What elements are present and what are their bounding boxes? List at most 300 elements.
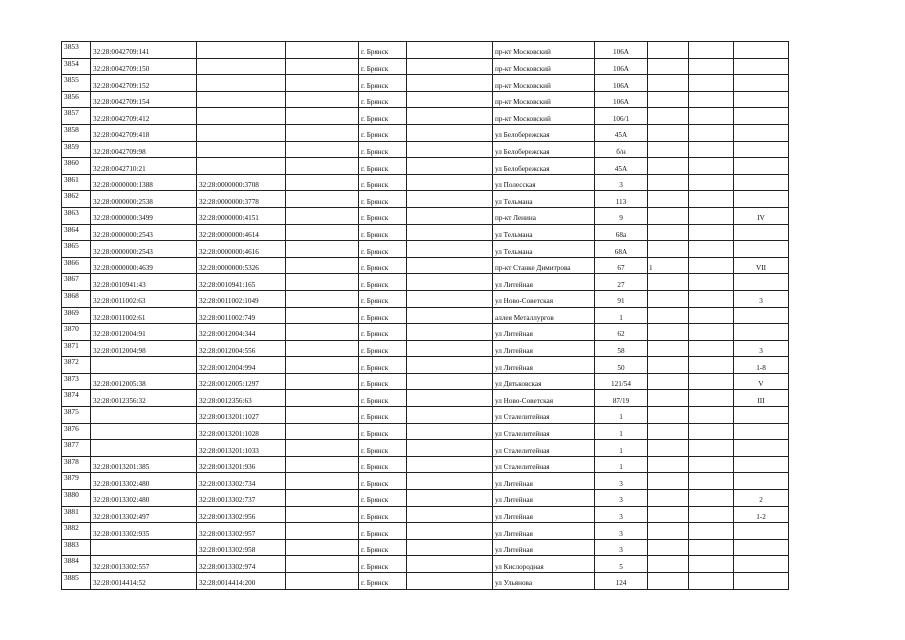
street-cell: ул Белобережская (493, 141, 595, 158)
empty-cell (689, 390, 734, 407)
building-cell (648, 390, 689, 407)
empty-cell (689, 440, 734, 457)
row-number: 3872 (62, 357, 91, 374)
house-cell: 87/19 (595, 390, 648, 407)
apartment-cell (734, 141, 789, 158)
cadastral-number-2 (197, 158, 286, 175)
cadastral-number-2: 32:28:0011002:1049 (197, 290, 286, 307)
empty-cell (407, 158, 493, 175)
house-cell: 27 (595, 274, 648, 291)
house-cell: 68а (595, 224, 648, 241)
house-cell: 1 (595, 423, 648, 440)
building-cell (648, 91, 689, 108)
empty-cell (689, 241, 734, 258)
empty-cell (407, 440, 493, 457)
cadastral-number (91, 423, 197, 440)
street-cell: ул Ульянова (493, 573, 595, 590)
city-cell: г. Брянск (359, 556, 407, 573)
empty-cell (689, 324, 734, 341)
apartment-cell: 1-8 (734, 357, 789, 374)
street-cell: пр-кт Станке Димитрова (493, 257, 595, 274)
empty-cell (407, 58, 493, 75)
cadastral-number: 32:28:0000000:2543 (91, 241, 197, 258)
cadastral-number-2 (197, 91, 286, 108)
house-cell: 106А (595, 91, 648, 108)
cadastral-number: 32:28:0012005:38 (91, 373, 197, 390)
empty-cell (286, 423, 359, 440)
building-cell (648, 556, 689, 573)
table-row (62, 473, 789, 490)
city-cell: г. Брянск (359, 373, 407, 390)
house-cell: 1 (595, 440, 648, 457)
empty-cell (407, 506, 493, 523)
house-cell: 50 (595, 357, 648, 374)
apartment-cell (734, 274, 789, 291)
empty-cell (689, 108, 734, 125)
house-cell: 1 (595, 407, 648, 424)
apartment-cell (734, 224, 789, 241)
building-cell (648, 224, 689, 241)
empty-cell (407, 556, 493, 573)
street-cell: ул Сталелитейная (493, 456, 595, 473)
city-cell: г. Брянск (359, 58, 407, 75)
city-cell: г. Брянск (359, 423, 407, 440)
table-row (62, 506, 789, 523)
empty-cell (286, 58, 359, 75)
city-cell: г. Брянск (359, 191, 407, 208)
city-cell: г. Брянск (359, 490, 407, 507)
city-cell: г. Брянск (359, 124, 407, 141)
city-cell: г. Брянск (359, 75, 407, 92)
empty-cell (407, 423, 493, 440)
table-row (62, 523, 789, 540)
row-number: 3862 (62, 191, 91, 208)
apartment-cell (734, 523, 789, 540)
building-cell (648, 75, 689, 92)
building-cell (648, 506, 689, 523)
building-cell (648, 440, 689, 457)
city-cell: г. Брянск (359, 241, 407, 258)
cadastral-number-2 (197, 75, 286, 92)
house-cell: 121/54 (595, 373, 648, 390)
empty-cell (286, 473, 359, 490)
street-cell: ул Сталелитейная (493, 440, 595, 457)
empty-cell (286, 307, 359, 324)
empty-cell (689, 357, 734, 374)
city-cell: г. Брянск (359, 158, 407, 175)
cadastral-number: 32:28:0013201:385 (91, 456, 197, 473)
table-row (62, 158, 789, 175)
city-cell: г. Брянск (359, 257, 407, 274)
cadastral-number: 32:28:0042709:412 (91, 108, 197, 125)
street-cell: ул Ново-Советская (493, 290, 595, 307)
cadastral-number-2: 32:28:0012356:63 (197, 390, 286, 407)
row-number: 3875 (62, 407, 91, 424)
apartment-cell (734, 556, 789, 573)
empty-cell (407, 456, 493, 473)
building-cell (648, 307, 689, 324)
table-row (62, 307, 789, 324)
row-number: 3861 (62, 174, 91, 191)
empty-cell (689, 91, 734, 108)
cadastral-number: 32:28:0013302:557 (91, 556, 197, 573)
table-row (62, 324, 789, 341)
street-cell: ул Полесская (493, 174, 595, 191)
table-body (62, 42, 789, 590)
street-cell: ул Ново-Советская (493, 390, 595, 407)
table-row (62, 207, 789, 224)
cadastral-number-2: 32:28:0013302:957 (197, 523, 286, 540)
row-number: 3877 (62, 440, 91, 457)
house-cell: 3 (595, 473, 648, 490)
empty-cell (407, 124, 493, 141)
city-cell: г. Брянск (359, 324, 407, 341)
empty-cell (407, 191, 493, 208)
street-cell: ул Литейная (493, 357, 595, 374)
table-row (62, 75, 789, 92)
cadastral-number: 32:28:0000000:2543 (91, 224, 197, 241)
street-cell: пр-кт Ленина (493, 207, 595, 224)
house-cell: 106А (595, 42, 648, 59)
city-cell: г. Брянск (359, 207, 407, 224)
empty-cell (286, 158, 359, 175)
empty-cell (689, 58, 734, 75)
building-cell (648, 523, 689, 540)
house-cell: 106А (595, 75, 648, 92)
cadastral-number: 32:28:0013302:480 (91, 490, 197, 507)
cadastral-number-2 (197, 42, 286, 59)
cadastral-number-2: 32:28:0013201:1027 (197, 407, 286, 424)
house-cell: 45А (595, 124, 648, 141)
empty-cell (689, 75, 734, 92)
empty-cell (689, 473, 734, 490)
cadastral-number-2 (197, 108, 286, 125)
city-cell: г. Брянск (359, 523, 407, 540)
apartment-cell (734, 158, 789, 175)
building-cell (648, 42, 689, 59)
house-cell: 9 (595, 207, 648, 224)
row-number: 3880 (62, 490, 91, 507)
house-cell: 1 (595, 456, 648, 473)
cadastral-number: 32:28:0011002:63 (91, 290, 197, 307)
apartment-cell (734, 58, 789, 75)
house-cell: 3 (595, 523, 648, 540)
row-number: 3857 (62, 108, 91, 125)
row-number: 3870 (62, 324, 91, 341)
empty-cell (689, 307, 734, 324)
building-cell (648, 373, 689, 390)
row-number: 3882 (62, 523, 91, 540)
row-number: 3863 (62, 207, 91, 224)
row-number: 3864 (62, 224, 91, 241)
building-cell (648, 274, 689, 291)
apartment-cell (734, 108, 789, 125)
house-cell: 5 (595, 556, 648, 573)
empty-cell (407, 573, 493, 590)
building-cell (648, 573, 689, 590)
empty-cell (407, 207, 493, 224)
table-row (62, 290, 789, 307)
apartment-cell (734, 539, 789, 556)
table-row (62, 224, 789, 241)
street-cell: ул Белобережская (493, 124, 595, 141)
street-cell: ул Тельмана (493, 241, 595, 258)
cadastral-number-2: 32:28:0000000:3778 (197, 191, 286, 208)
empty-cell (286, 573, 359, 590)
table-row (62, 407, 789, 424)
street-cell: ул Литейная (493, 274, 595, 291)
empty-cell (407, 373, 493, 390)
cadastral-number-2: 32:28:0012004:344 (197, 324, 286, 341)
empty-cell (286, 257, 359, 274)
cadastral-number-2: 32:28:0000000:5326 (197, 257, 286, 274)
row-number: 3860 (62, 158, 91, 175)
city-cell: г. Брянск (359, 539, 407, 556)
street-cell: ул Литейная (493, 490, 595, 507)
street-cell: ул Тельмана (493, 191, 595, 208)
cadastral-number: 32:28:0000000:4639 (91, 257, 197, 274)
cadastral-number-2: 32:28:0013201:1028 (197, 423, 286, 440)
empty-cell (286, 108, 359, 125)
empty-cell (286, 407, 359, 424)
street-cell: ул Белобережская (493, 158, 595, 175)
building-cell (648, 473, 689, 490)
table-row (62, 174, 789, 191)
apartment-cell: 3 (734, 340, 789, 357)
empty-cell (689, 174, 734, 191)
empty-cell (689, 556, 734, 573)
building-cell (648, 407, 689, 424)
registry-table (61, 41, 789, 590)
apartment-cell (734, 174, 789, 191)
city-cell: г. Брянск (359, 440, 407, 457)
empty-cell (407, 307, 493, 324)
cadastral-number: 32:28:0042709:152 (91, 75, 197, 92)
row-number: 3853 (62, 42, 91, 59)
cadastral-number-2: 32:28:0014414:200 (197, 573, 286, 590)
apartment-cell (734, 124, 789, 141)
empty-cell (689, 456, 734, 473)
empty-cell (286, 241, 359, 258)
empty-cell (286, 75, 359, 92)
apartment-cell: 1-2 (734, 506, 789, 523)
cadastral-number-2: 32:28:0011002:749 (197, 307, 286, 324)
empty-cell (407, 539, 493, 556)
building-cell (648, 207, 689, 224)
empty-cell (286, 224, 359, 241)
apartment-cell (734, 407, 789, 424)
table-row (62, 124, 789, 141)
empty-cell (286, 174, 359, 191)
house-cell: 1 (595, 307, 648, 324)
empty-cell (689, 191, 734, 208)
city-cell: г. Брянск (359, 91, 407, 108)
building-cell (648, 124, 689, 141)
cadastral-number-2: 32:28:0010941:165 (197, 274, 286, 291)
building-cell (648, 174, 689, 191)
empty-cell (689, 523, 734, 540)
cadastral-number-2 (197, 124, 286, 141)
table-row (62, 423, 789, 440)
city-cell: г. Брянск (359, 573, 407, 590)
empty-cell (689, 274, 734, 291)
apartment-cell: 3 (734, 290, 789, 307)
house-cell: 3 (595, 506, 648, 523)
empty-cell (407, 224, 493, 241)
table-row (62, 556, 789, 573)
table-row (62, 191, 789, 208)
row-number: 3856 (62, 91, 91, 108)
cadastral-number-2 (197, 58, 286, 75)
apartment-cell (734, 42, 789, 59)
empty-cell (407, 75, 493, 92)
cadastral-number: 32:28:0012004:98 (91, 340, 197, 357)
street-cell: ул Литейная (493, 324, 595, 341)
city-cell: г. Брянск (359, 456, 407, 473)
cadastral-number-2: 32:28:0013302:958 (197, 539, 286, 556)
street-cell: ул Кислородная (493, 556, 595, 573)
cadastral-number-2: 32:28:0000000:4151 (197, 207, 286, 224)
city-cell: г. Брянск (359, 274, 407, 291)
building-cell (648, 423, 689, 440)
city-cell: г. Брянск (359, 174, 407, 191)
building-cell (648, 141, 689, 158)
table-row (62, 141, 789, 158)
empty-cell (689, 290, 734, 307)
cadastral-number-2: 32:28:0012004:556 (197, 340, 286, 357)
apartment-cell (734, 573, 789, 590)
building-cell (648, 357, 689, 374)
cadastral-number: 32:28:0010941:43 (91, 274, 197, 291)
empty-cell (407, 174, 493, 191)
empty-cell (286, 42, 359, 59)
table-row (62, 274, 789, 291)
building-cell (648, 158, 689, 175)
cadastral-number-2: 32:28:0013201:936 (197, 456, 286, 473)
building-cell (648, 290, 689, 307)
apartment-cell: VII (734, 257, 789, 274)
row-number: 3885 (62, 573, 91, 590)
table-row (62, 573, 789, 590)
empty-cell (286, 490, 359, 507)
city-cell: г. Брянск (359, 290, 407, 307)
building-cell (648, 108, 689, 125)
empty-cell (407, 141, 493, 158)
cadastral-number: 32:28:0012356:32 (91, 390, 197, 407)
street-cell: пр-кт Московский (493, 75, 595, 92)
cadastral-number: 32:28:0042709:141 (91, 42, 197, 59)
table-row (62, 340, 789, 357)
row-number: 3884 (62, 556, 91, 573)
street-cell: пр-кт Московский (493, 58, 595, 75)
empty-cell (407, 407, 493, 424)
row-number: 3869 (62, 307, 91, 324)
house-cell: 106/1 (595, 108, 648, 125)
house-cell: 91 (595, 290, 648, 307)
cadastral-number-2: 32:28:0000000:3708 (197, 174, 286, 191)
empty-cell (689, 423, 734, 440)
row-number: 3867 (62, 274, 91, 291)
empty-cell (689, 158, 734, 175)
apartment-cell (734, 241, 789, 258)
building-cell (648, 539, 689, 556)
row-number: 3883 (62, 539, 91, 556)
empty-cell (407, 241, 493, 258)
row-number: 3854 (62, 58, 91, 75)
empty-cell (286, 556, 359, 573)
empty-cell (286, 506, 359, 523)
house-cell: 106А (595, 58, 648, 75)
row-number: 3855 (62, 75, 91, 92)
street-cell: ул Литейная (493, 340, 595, 357)
empty-cell (286, 191, 359, 208)
street-cell: ул Литейная (493, 539, 595, 556)
empty-cell (286, 207, 359, 224)
cadastral-number: 32:28:0012004:91 (91, 324, 197, 341)
cadastral-number-2: 32:28:0013302:737 (197, 490, 286, 507)
empty-cell (407, 274, 493, 291)
empty-cell (407, 91, 493, 108)
row-number: 3866 (62, 257, 91, 274)
street-cell: пр-кт Московский (493, 42, 595, 59)
table-row (62, 539, 789, 556)
table-row (62, 456, 789, 473)
house-cell: 58 (595, 340, 648, 357)
city-cell: г. Брянск (359, 307, 407, 324)
city-cell: г. Брянск (359, 506, 407, 523)
table-row (62, 108, 789, 125)
apartment-cell (734, 423, 789, 440)
cadastral-number (91, 539, 197, 556)
cadastral-number: 32:28:0042709:150 (91, 58, 197, 75)
empty-cell (286, 324, 359, 341)
street-cell: ул Дятьковская (493, 373, 595, 390)
city-cell: г. Брянск (359, 390, 407, 407)
empty-cell (286, 523, 359, 540)
empty-cell (286, 274, 359, 291)
table-row (62, 58, 789, 75)
city-cell: г. Брянск (359, 42, 407, 59)
table-row (62, 440, 789, 457)
row-number: 3865 (62, 241, 91, 258)
empty-cell (689, 506, 734, 523)
empty-cell (286, 340, 359, 357)
cadastral-number: 32:28:0013302:480 (91, 473, 197, 490)
empty-cell (689, 42, 734, 59)
empty-cell (407, 257, 493, 274)
cadastral-number: 32:28:0013302:935 (91, 523, 197, 540)
table-row (62, 357, 789, 374)
house-cell: 67 (595, 257, 648, 274)
city-cell: г. Брянск (359, 108, 407, 125)
cadastral-number-2: 32:28:0012004:994 (197, 357, 286, 374)
empty-cell (407, 523, 493, 540)
empty-cell (286, 91, 359, 108)
empty-cell (407, 290, 493, 307)
cadastral-number-2: 32:28:0013201:1033 (197, 440, 286, 457)
building-cell (648, 456, 689, 473)
cadastral-number (91, 407, 197, 424)
empty-cell (407, 357, 493, 374)
empty-cell (286, 373, 359, 390)
house-cell: 3 (595, 539, 648, 556)
cadastral-number-2: 32:28:0000000:4616 (197, 241, 286, 258)
empty-cell (286, 390, 359, 407)
building-cell (648, 58, 689, 75)
empty-cell (286, 290, 359, 307)
city-cell: г. Брянск (359, 407, 407, 424)
street-cell: ул Литейная (493, 523, 595, 540)
